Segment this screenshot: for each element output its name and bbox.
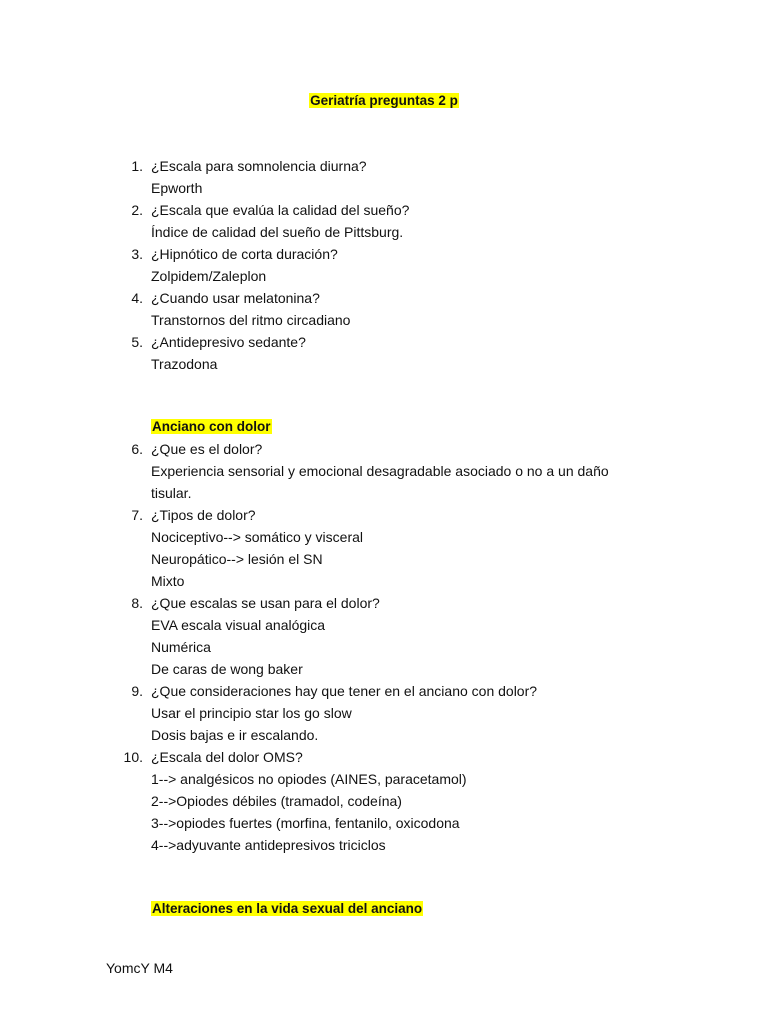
list-item <box>120 592 640 680</box>
list-item <box>120 438 640 504</box>
item-number: 6. <box>131 441 143 457</box>
title-highlight: Geriatría preguntas 2 p <box>310 93 458 108</box>
list-item <box>120 504 640 592</box>
answer-text: Mixto <box>151 573 185 589</box>
list-item <box>120 243 640 287</box>
item-number: 3. <box>131 246 143 262</box>
answer-text: 3-->opiodes fuertes (morfina, fentanilo, oxicodona <box>151 815 460 831</box>
answer-text: EVA escala visual analógica <box>151 617 326 633</box>
footer-author: YomcY M4 <box>106 960 173 976</box>
answer-text: 2-->Opiodes débiles (tramadol, codeína) <box>151 793 402 809</box>
question-text: ¿Escala del dolor OMS? <box>151 749 303 765</box>
answer-text: De caras de wong baker <box>151 661 303 677</box>
item-number: 2. <box>131 202 143 218</box>
item-number: 7. <box>131 507 143 523</box>
answer-text: Neuropático--> lesión el SN <box>151 551 323 567</box>
section-heading-sexual: Alteraciones en la vida sexual del anciano <box>152 901 423 916</box>
item-number: 10. <box>123 749 143 765</box>
answer-text: Numérica <box>151 639 211 655</box>
item-number: 5. <box>131 334 143 350</box>
answer-text: 4-->adyuvante antidepresivos triciclos <box>151 837 386 853</box>
answer-text: Dosis bajas e ir escalando. <box>151 727 319 743</box>
list-item <box>120 746 640 856</box>
answer-text: Nociceptivo--> somático y visceral <box>151 529 364 545</box>
answer-text: Trazodona <box>151 356 218 372</box>
question-list-sleep <box>120 155 640 375</box>
question-text: ¿Antidepresivo sedante? <box>151 334 306 350</box>
answer-text: Transtornos del ritmo circadiano <box>151 312 351 328</box>
section-heading-dolor: Anciano con dolor <box>152 419 271 434</box>
list-item <box>120 155 640 199</box>
list-item <box>120 331 640 375</box>
question-list-dolor <box>120 438 640 856</box>
item-number: 9. <box>131 683 143 699</box>
list-item <box>120 287 640 331</box>
question-text: ¿Que escalas se usan para el dolor? <box>151 595 380 611</box>
answer-text: Zolpidem/Zaleplon <box>151 268 267 284</box>
list-item <box>120 199 640 243</box>
question-text: ¿Hipnótico de corta duración? <box>151 246 338 262</box>
question-text: ¿Cuando usar melatonina? <box>151 290 320 306</box>
page-title <box>0 92 768 110</box>
question-text: ¿Tipos de dolor? <box>151 507 256 523</box>
item-number: 4. <box>131 290 143 306</box>
answer-text: Índice de calidad del sueño de Pittsburg. <box>151 224 404 240</box>
item-number: 1. <box>131 158 143 174</box>
question-text: ¿Que consideraciones hay que tener en el anciano con dolor? <box>151 683 538 699</box>
item-number: 8. <box>131 595 143 611</box>
answer-text: Usar el principio star los go slow <box>151 705 352 721</box>
question-text: ¿Que es el dolor? <box>151 441 263 457</box>
answer-text: Epworth <box>151 180 203 196</box>
question-text: ¿Escala para somnolencia diurna? <box>151 158 367 174</box>
answer-text: 1--> analgésicos no opiodes (AINES, paracetamol) <box>151 771 467 787</box>
question-text: ¿Escala que evalúa la calidad del sueño? <box>151 202 410 218</box>
list-item <box>120 680 640 746</box>
answer-text: Experiencia sensorial y emocional desagradable asociado o no a un daño tisular. <box>151 463 609 501</box>
